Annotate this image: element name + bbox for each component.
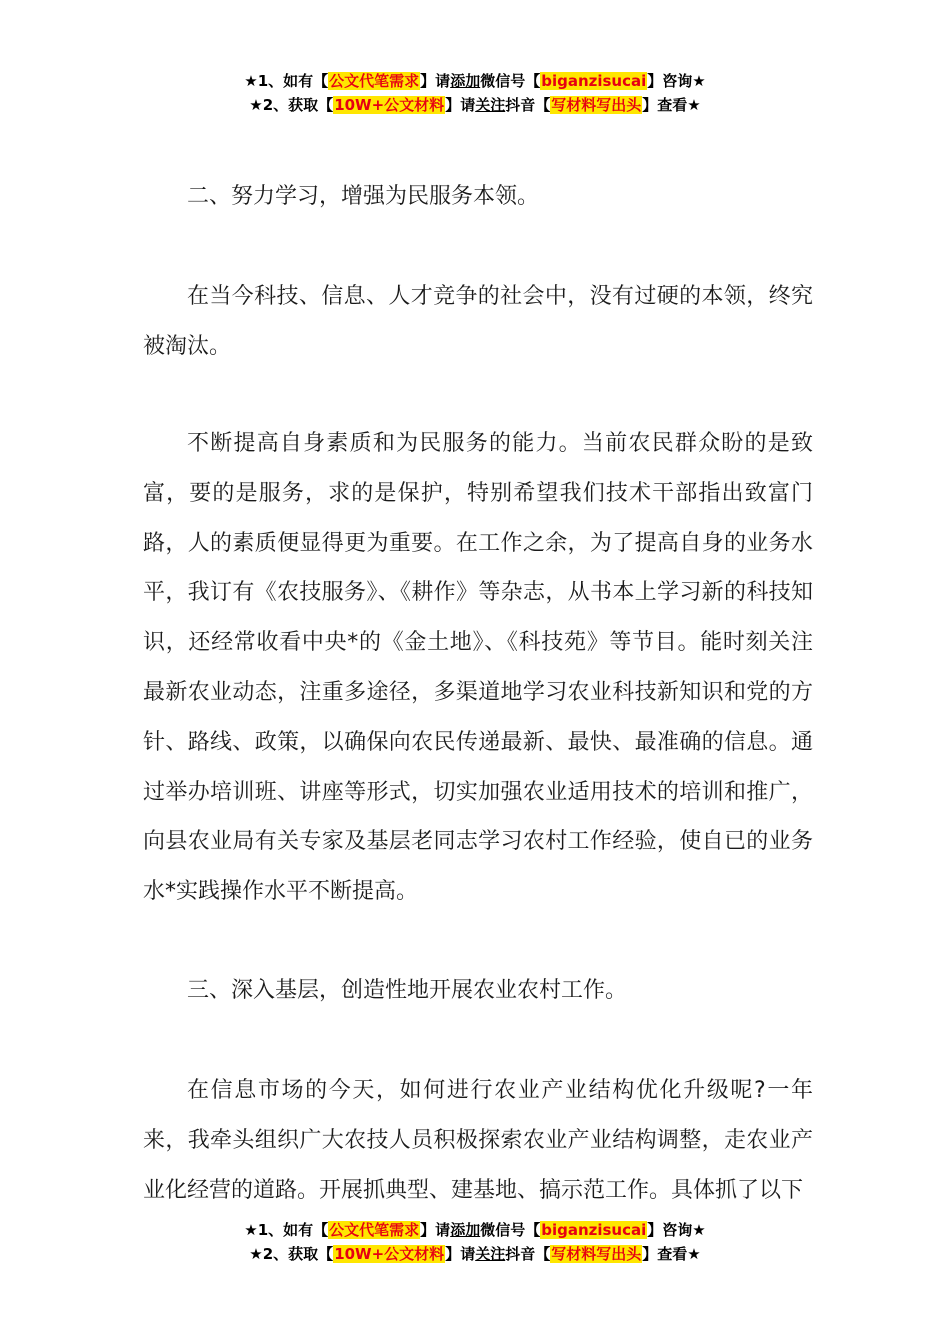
header-line-2-text-2: 抖音【 (505, 96, 551, 114)
footer-line-2-suffix: 】查看★ (642, 1245, 701, 1263)
footer-highlight-wechat-id: biganzisucai (541, 1221, 647, 1239)
header-line-2 (0, 93, 950, 117)
footer-underline-follow: 关注 (475, 1245, 506, 1263)
header-line-1-suffix: 】咨询★ (647, 72, 706, 90)
footer-line-2 (0, 1242, 950, 1266)
header-line-1-prefix: ★1、如有【 (244, 72, 329, 90)
footer-highlight-douyin-id: 写材料写出头 (551, 1245, 642, 1263)
paragraph-3: 在信息市场的今天，如何进行农业产业结构优化升级呢?一年来，我牵头组织广大农技人员积极探索农业产业结构调整，走农业产业化经营的道路。开展抓典型、建基地、搞示范工作。具体抓了以下 (143, 1078, 813, 1203)
footer-line-1-text-2: 微信号【 (480, 1221, 541, 1239)
section-heading-2: 二、努力学习，增强为民服务本领。 (187, 184, 540, 209)
footer-line-2-text: 】请 (445, 1245, 476, 1263)
footer-highlight-service: 公文代笔需求 (329, 1221, 420, 1239)
section-heading-3: 三、深入基层，创造性地开展农业农村工作。 (187, 978, 628, 1003)
footer-banner (0, 1218, 950, 1266)
footer-line-2-text-2: 抖音【 (505, 1245, 551, 1263)
footer-line-1-suffix: 】咨询★ (647, 1221, 706, 1239)
header-line-2-text: 】请 (445, 96, 476, 114)
header-line-1-text: 】请 (420, 72, 451, 90)
paragraph-2: 不断提高自身素质和为民服务的能力。当前农民群众盼的是致富，要的是服务，求的是保护，特别希望我们技术干部指出致富门路，人的素质便显得更为重要。在工作之余，为了提高自身的业务水平，我订有《农技服务》、《耕作》等杂志，从书本上学习新的科技知识，还经常收看中央*的《金土地》、《科技苑》等节目。能时刻关注最新农业动态，注重多途径，多渠道地学习农业科技新知识和党的方针、路线、政策，以确保向农民传递最新、最快、最准确的信息。通过举办培训班、讲座等形式，切实加强农业适用技术的培训和推广，向县农业局有关专家及基层老同志学习农村工作经验，使自已的业务水*实践操作水平不断提高。 (143, 431, 813, 905)
footer-line-1 (0, 1218, 950, 1242)
header-line-1-text-2: 微信号【 (480, 72, 541, 90)
footer-line-2-prefix: ★2、获取【 (249, 1245, 334, 1263)
paragraph-1: 在当今科技、信息、人才竞争的社会中，没有过硬的本领，终究被淘汰。 (143, 284, 813, 359)
footer-line-1-prefix: ★1、如有【 (244, 1221, 329, 1239)
header-highlight-materials: 10W+公文材料 (334, 96, 445, 114)
header-highlight-wechat-id: biganzisucai (541, 72, 647, 90)
header-line-1 (0, 69, 950, 93)
header-highlight-douyin-id: 写材料写出头 (551, 96, 642, 114)
header-banner (0, 69, 950, 117)
header-highlight-service: 公文代笔需求 (329, 72, 420, 90)
footer-underline-add: 添加 (450, 1221, 481, 1239)
header-underline-add: 添加 (450, 72, 481, 90)
footer-line-1-text: 】请 (420, 1221, 451, 1239)
header-line-2-prefix: ★2、获取【 (249, 96, 334, 114)
footer-highlight-materials: 10W+公文材料 (334, 1245, 445, 1263)
header-line-2-suffix: 】查看★ (642, 96, 701, 114)
header-underline-follow: 关注 (475, 96, 506, 114)
